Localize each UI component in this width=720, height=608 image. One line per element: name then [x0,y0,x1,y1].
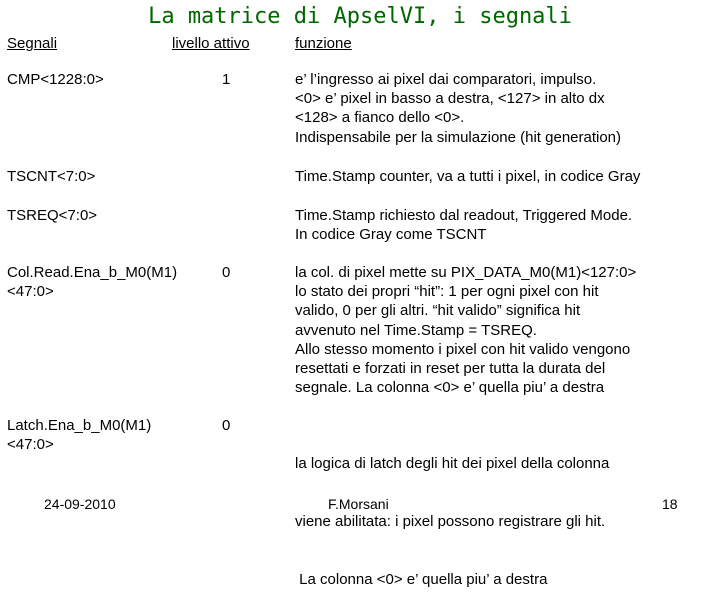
function-line: <0> e’ pixel in basso a destra, <127> in alto dx [295,90,605,108]
function-line: e’ l’ingresso ai pixel dai comparatori, impulso. [295,71,597,88]
signal-line: <47:0> [7,283,54,301]
row-cmp-signal [7,70,207,89]
row-colreadena-function [295,263,715,397]
signal-line: Col.Read.Ena_b_M0(M1) [7,264,178,281]
row-tsreq-signal [7,206,207,225]
slide-title: La matrice di ApselVI, i segnali [148,4,572,29]
function-line: avvenuto nel Time.Stamp = TSREQ. [295,321,537,339]
function-line: <128> a fianco dello <0>. [295,109,465,127]
function-line: resettati e forzati in reset per tutta la durata del [295,360,606,378]
function-line: La colonna <0> e’ quella piu’ a destra [295,570,548,588]
header-signals: Segnali [7,35,58,52]
function-line: segnale. La colonna <0> e’ quella piu’ a destra [295,379,605,397]
function-line: valido, 0 per gli altri. “hit valido” significa hit [295,302,581,320]
function-line: la col. di pixel mette su PIX_DATA_M0(M1)<127:0> [295,264,637,281]
row-tsreq-function [295,206,715,244]
row-cmp-function [295,70,715,147]
function-line: lo stato dei propri “hit”: 1 per ogni pixel con hit [295,283,599,301]
function-line: la logica di latch degli hit dei pixel della colonna [295,455,610,473]
row-tscnt-function [295,167,715,186]
row-colreadena-signal [7,263,207,301]
signal-line: <47:0> [7,436,54,454]
row-latchena-signal [7,416,207,454]
function-line: Allo stesso momento i pixel con hit valido vengono [295,340,631,358]
footer-date: 24-09-2010 [44,496,116,512]
row-cmp-level: 1 [222,71,231,88]
signal-line: Latch.Ena_b_M0(M1) [7,417,152,434]
function-line: Time.Stamp richiesto dal readout, Triggered Mode. [295,207,633,224]
function-line: Time.Stamp counter, va a tutti i pixel, in codice Gray [295,168,641,185]
signal-line: TSCNT<7:0> [7,168,96,185]
function-line: Indispensabile per la simulazione (hit generation) [295,128,622,146]
row-colreadena-level: 0 [222,264,231,281]
signal-line: TSREQ<7:0> [7,207,98,224]
footer-author: F.Morsani [328,496,389,512]
row-latchena-level: 0 [222,417,231,434]
row-latchena-function [295,416,715,608]
function-line: In codice Gray come TSCNT [295,226,487,244]
row-tscnt-signal [7,167,207,186]
header-function: funzione [295,35,352,52]
function-line: viene abilitata: i pixel possono registrare gli hit. [295,513,606,531]
header-level: livello attivo [172,35,250,52]
signal-line: CMP<1228:0> [7,71,104,88]
footer-page-number: 18 [662,496,678,512]
